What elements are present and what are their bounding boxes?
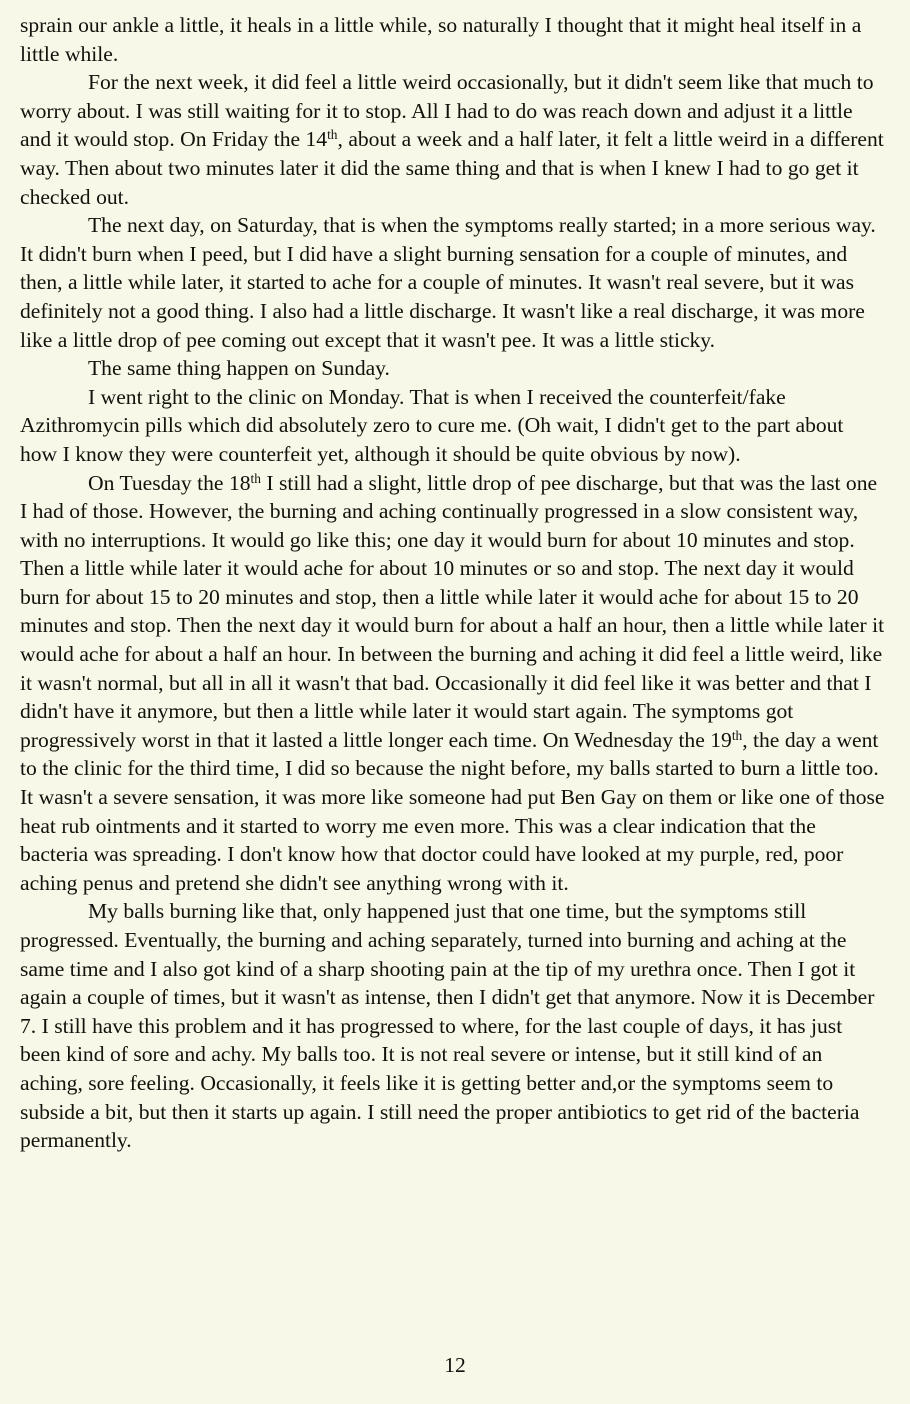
- paragraph-2-text-after: , about a week and a half later, it felt a little weird in a different way. Then about two minutes later it did the same thing and that is when I knew I had to go get it checked out.: [20, 127, 884, 209]
- paragraph-5: [20, 383, 886, 469]
- ordinal-suffix-18th: th: [250, 470, 261, 486]
- paragraph-6: [20, 469, 886, 898]
- paragraph-4-text: The same thing happen on Sunday.: [88, 356, 390, 381]
- paragraph-6-text-after: I still had a slight, little drop of pee discharge, but that was the last one I had of those. However, the burning and aching continually progressed in a slow consistent way, with no interruptions. It would go like this; one day it would burn for about 10 minutes and stop. Then a little while later it would ache for about 10 minutes or so and stop. The next day it would burn for about 15 to 20 minutes and stop, then a little while later it would ache for about 15 to 20 minutes and stop. Then the next day it would burn for about a half an hour, then a little while later it would ache for about a half an hour. In between the burning and aching it did feel a little weird, like it wasn't normal, but all in all it wasn't that bad. Occasionally it did feel like it was better and that I didn't have it anymore, but then a little while later it would start again. The symptoms got progressively worst in that it lasted a little longer each time. On Wednesday the 19: [20, 470, 885, 752]
- paragraph-3-text: The next day, on Saturday, that is when the symptoms really started; in a more serious way. It didn't burn when I peed, but I did have a slight burning sensation for a couple of minutes, and then, a little while later, it started to ache for a couple of minutes. It wasn't real severe, but it was definitely not a good thing. I also had a little discharge. It wasn't like a real discharge, it was more like a little drop of pee coming out except that it wasn't pee. It was a little sticky.: [20, 213, 876, 352]
- paragraph-2: [20, 68, 886, 211]
- paragraph-1: [20, 11, 886, 68]
- paragraph-7: [20, 897, 886, 1154]
- paragraph-2-text-before: For the next week, it did feel a little weird occasionally, but it didn't seem like that much to worry about. I was still waiting for it to stop. All I had to do was reach down and adjust it a little and it would stop. On Friday the 14: [20, 70, 874, 152]
- paragraph-7-text: My balls burning like that, only happened just that one time, but the symptoms still progressed. Eventually, the burning and aching separately, turned into burning and aching at the same time and I also got kind of a sharp shooting pain at the tip of my urethra once. Then I got it again a couple of times, but it wasn't as intense, then I didn't get that anymore. Now it is December 7. I still have this problem and it has progressed to where, for the last couple of days, it has just been kind of sore and achy. My balls too. It is not real severe or intense, but it still kind of an aching, sore feeling. Occasionally, it feels like it is getting better and,or the symptoms seem to subside a bit, but then it starts up again. I still need the proper antibiotics to get rid of the bacteria permanently.: [20, 899, 875, 1153]
- paragraph-1-text: sprain our ankle a little, it heals in a little while, so naturally I thought that it might heal itself in a little while.: [20, 13, 862, 66]
- paragraph-5-text: I went right to the clinic on Monday. That is when I received the counterfeit/fake Azithromycin pills which did absolutely zero to cure me. (Oh wait, I didn't get to the part about how I know they were counterfeit yet, although it should be quite obvious by now).: [20, 384, 844, 466]
- paragraph-6-text-before: On Tuesday the 18: [88, 470, 251, 495]
- paragraph-6-text-after-2: , the day a went to the clinic for the third time, I did so because the night before, my balls started to burn a little too. It wasn't a severe sensation, it was more like someone had put Ben Gay on them or like one of those heat rub ointments and it started to worry me even more. This was a clear indication that the bacteria was spreading. I don't know how that doctor could have looked at my purple, red, poor aching penus and pretend she didn't see anything wrong with it.: [20, 727, 885, 895]
- ordinal-suffix-14th: th: [327, 127, 338, 143]
- paragraph-3: [20, 211, 886, 354]
- ordinal-suffix-19th: th: [731, 727, 743, 743]
- paragraph-4: [20, 354, 886, 383]
- page-number: 12: [444, 1353, 466, 1377]
- body-text-column: [20, 11, 886, 1155]
